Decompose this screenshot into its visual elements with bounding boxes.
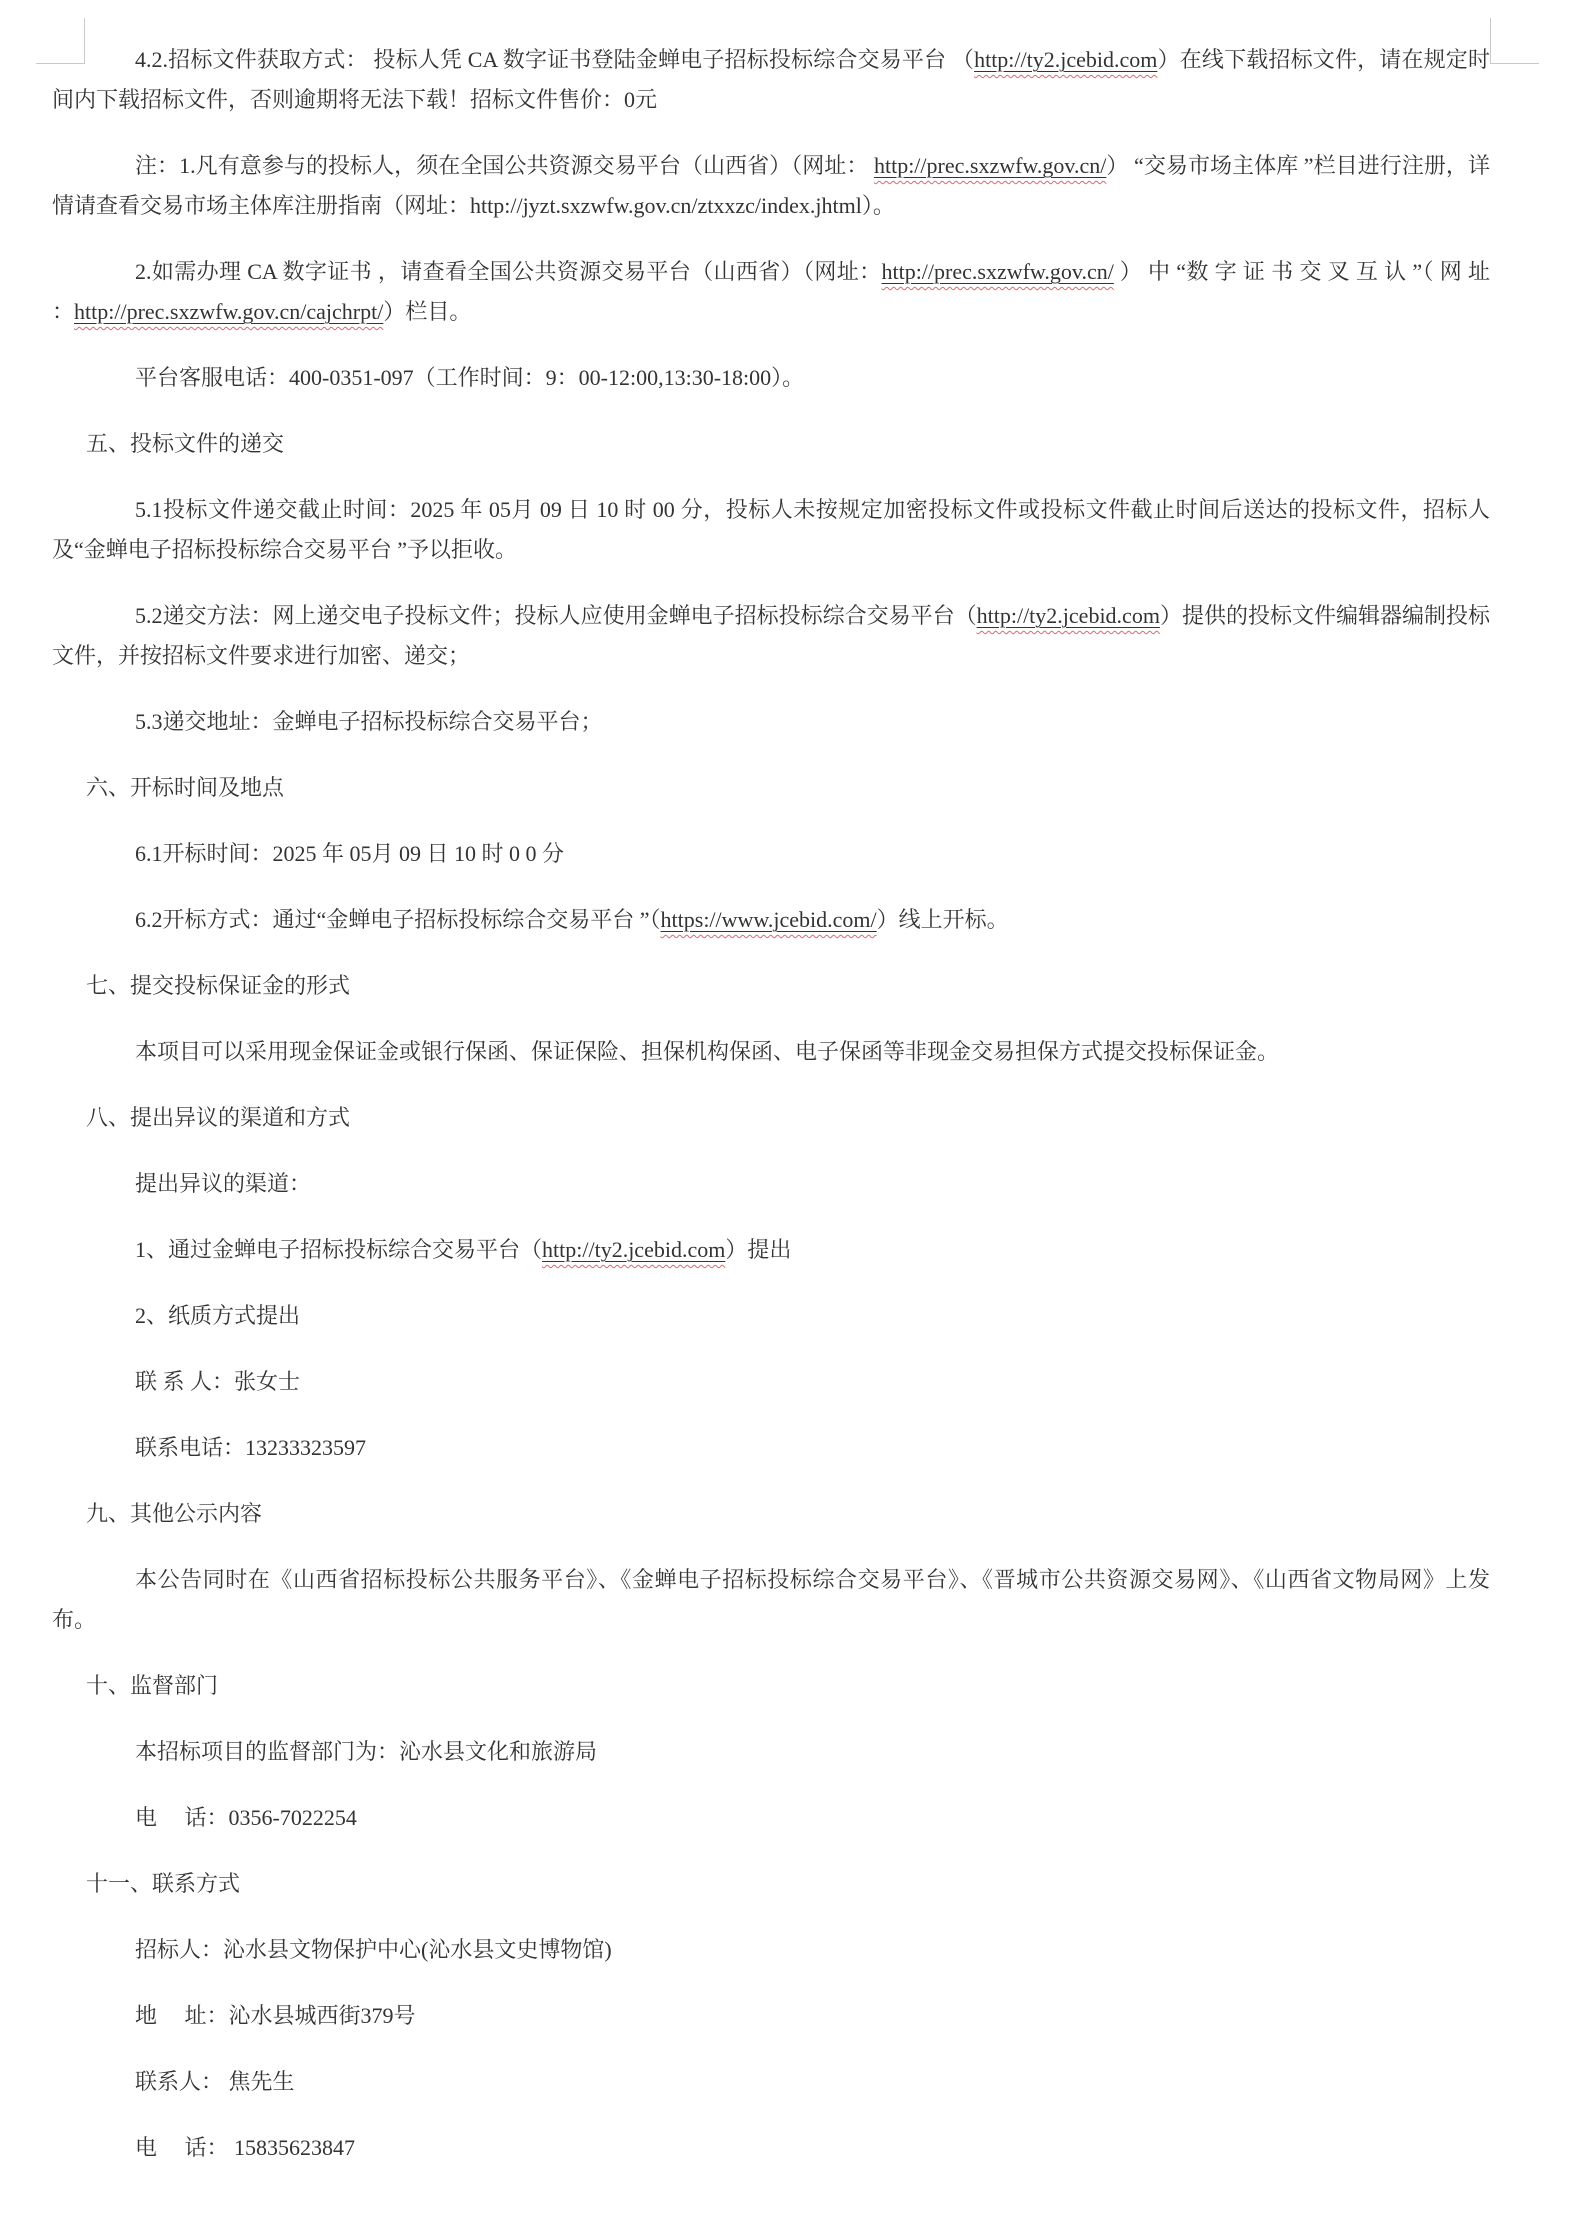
paragraph xyxy=(52,1732,1490,1772)
text-run: 十一、联系方式 xyxy=(86,1871,241,1896)
url-text-spellcheck: http://ty2.jcebid.com xyxy=(974,47,1158,72)
section-heading xyxy=(86,1864,1490,1904)
section-heading xyxy=(86,768,1490,808)
section-heading xyxy=(86,424,1490,464)
text-run: 六、开标时间及地点 xyxy=(86,775,285,800)
text-run: 招标人：沁水县文物保护中心(沁水县文史博物馆) xyxy=(135,1937,612,1962)
text-run: 联 系 人：张女士 xyxy=(135,1369,301,1394)
text-run: ）在线下载招标文件，请在规定时间内下载招标文件，否则逾期将无法下载！招标文件售价：0元 xyxy=(52,47,1490,112)
paragraph xyxy=(52,40,1490,120)
text-run: 5.2递交方法：网上递交电子投标文件；投标人应使用金蝉电子招标投标综合交易平台（ xyxy=(135,603,977,628)
text-run: 联系人： 焦先生 xyxy=(135,2069,295,2094)
text-run: 五、投标文件的递交 xyxy=(86,431,285,456)
paragraph xyxy=(52,146,1490,226)
url-text-spellcheck: http://prec.sxzwfw.gov.cn/ xyxy=(881,259,1114,284)
paragraph xyxy=(52,1164,1490,1204)
section-heading xyxy=(86,1666,1490,1706)
paragraph xyxy=(52,1428,1490,1468)
text-run: 6.1开标时间：2025 年 05月 09 日 10 时 0 0 分 xyxy=(135,841,565,866)
url-text xyxy=(881,259,1113,284)
text-run: 电 话： 15835623847 xyxy=(135,2135,356,2160)
text-run: ）栏目。 xyxy=(383,299,472,324)
text-run: 2、纸质方式提出 xyxy=(135,1303,301,1328)
text-run: 电 话：0356-7022254 xyxy=(135,1805,357,1830)
text-run: 注：1.凡有意参与的投标人，须在全国公共资源交易平台（山西省）（网址： xyxy=(135,153,874,178)
section-heading xyxy=(86,1494,1490,1534)
text-run: 本项目可以采用现金保证金或银行保函、保证保险、担保机构保函、电子保函等非现金交易担保方式提交投标保证金。 xyxy=(135,1039,1280,1064)
text-run: 七、提交投标保证金的形式 xyxy=(86,973,351,998)
paragraph xyxy=(52,252,1490,332)
text-run: 1、通过金蝉电子招标投标综合交易平台（ xyxy=(135,1237,543,1262)
url-text-spellcheck: https://www.jcebid.com/ xyxy=(660,907,877,932)
paragraph xyxy=(52,1930,1490,1970)
url-text xyxy=(974,47,1157,72)
margin-crop-mark-top-right xyxy=(1490,18,1539,64)
paragraph xyxy=(52,702,1490,742)
text-run: 十、监督部门 xyxy=(86,1673,219,1698)
paragraph xyxy=(52,1798,1490,1838)
text-run: ）线上开标。 xyxy=(876,907,1009,932)
text-run: 4.2.招标文件获取方式： 投标人凭 CA 数字证书登陆金蝉电子招标投标综合交易平台 （ xyxy=(135,47,975,72)
text-run: 本招标项目的监督部门为：沁水县文化和旅游局 xyxy=(135,1739,598,1764)
paragraph xyxy=(52,596,1490,676)
url-text-spellcheck: http://ty2.jcebid.com xyxy=(976,603,1160,628)
section-heading xyxy=(86,966,1490,1006)
paragraph xyxy=(52,1560,1490,1640)
url-text-spellcheck: http://ty2.jcebid.com xyxy=(542,1237,726,1262)
paragraph xyxy=(52,490,1490,570)
text-run: 八、提出异议的渠道和方式 xyxy=(86,1105,351,1130)
text-run: 2.如需办理 CA 数字证书 ，请查看全国公共资源交易平台（山西省）（网址： xyxy=(135,259,882,284)
paragraph xyxy=(52,900,1490,940)
paragraph xyxy=(52,1032,1490,1072)
paragraph xyxy=(52,834,1490,874)
paragraph xyxy=(52,1362,1490,1402)
text-run: 平台客服电话：400-0351-097（工作时间：9：00-12:00,13:30-18:00）。 xyxy=(135,365,805,390)
paragraph xyxy=(52,1230,1490,1270)
text-run: 本公告同时在《山西省招标投标公共服务平台》、《金蝉电子招标投标综合交易平台》、《晋城市公共资源交易网》、《山西省文物局网》上发布。 xyxy=(52,1567,1490,1632)
url-text xyxy=(74,299,383,324)
text-run: ） “交易市场主体库 ”栏目进行注册，详情请查看交易市场主体库注册指南（网址：http://jyzt.sxzwfw.gov.cn/ztxxzc/index.jhtml）。 xyxy=(52,153,1490,218)
text-run: 5.1投标文件递交截止时间：2025 年 05月 09 日 10 时 00 分，投标人未按规定加密投标文件或投标文件截止时间后送达的投标文件，招标人及“金蝉电子招标投标综合交易平台 ”予以拒收。 xyxy=(52,497,1490,562)
text-run: ）提供的投标文件编辑器编制投标文件，并按招标文件要求进行加密、递交； xyxy=(52,603,1490,668)
paragraph xyxy=(52,358,1490,398)
text-run: ） 中 “数 字 证 书 交 叉 互 认 ”（ 网 址 ： xyxy=(52,259,1490,324)
text-run: 地 址：沁水县城西街379号 xyxy=(135,2003,416,2028)
paragraph xyxy=(52,1996,1490,2036)
paragraph xyxy=(52,2062,1490,2102)
paragraph xyxy=(52,1296,1490,1336)
url-text xyxy=(661,907,877,932)
url-text xyxy=(977,603,1160,628)
text-run: 6.2开标方式：通过“金蝉电子招标投标综合交易平台 ”（ xyxy=(135,907,661,932)
url-text xyxy=(542,1237,725,1262)
url-text-spellcheck: http://prec.sxzwfw.gov.cn/cajchrpt/ xyxy=(74,299,384,324)
section-heading xyxy=(86,1098,1490,1138)
document-body xyxy=(52,40,1490,2194)
text-run: 提出异议的渠道： xyxy=(135,1171,312,1196)
url-text xyxy=(874,153,1106,178)
text-run: 5.3递交地址：金蝉电子招标投标综合交易平台； xyxy=(135,709,603,734)
text-run: ）提出 xyxy=(725,1237,792,1262)
text-run: 九、其他公示内容 xyxy=(86,1501,263,1526)
paragraph xyxy=(52,2128,1490,2168)
text-run: 联系电话：13233323597 xyxy=(135,1435,367,1460)
url-text-spellcheck: http://prec.sxzwfw.gov.cn/ xyxy=(873,153,1107,178)
